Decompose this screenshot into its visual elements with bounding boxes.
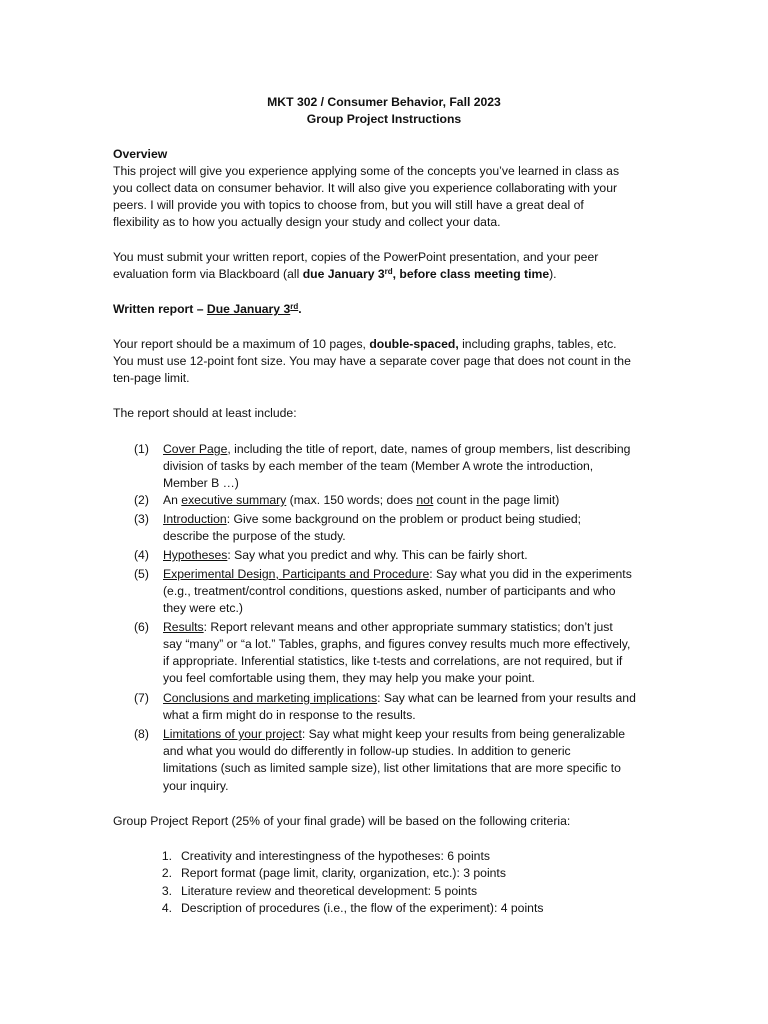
overview-line: flexibility as to how you actually design your study and collect your data. <box>113 215 501 229</box>
submission-text: evaluation form via Blackboard (all <box>113 267 303 281</box>
overview-line: This project will give you experience applying some of the concepts you’ve learned in class as <box>113 164 620 178</box>
report-text-end: including graphs, tables, etc. <box>458 337 617 351</box>
list-item-text: , including the title of report, date, names of group members, list describing <box>227 442 631 456</box>
list-item-text: : Say what you did in the experiments <box>429 567 632 581</box>
list-item-term: Cover Page <box>163 442 228 456</box>
list-item-continuation: and what you would do differently in follow-up studies. In addition to generic <box>163 744 571 758</box>
document-subtitle: Group Project Instructions <box>306 112 462 126</box>
written-report-due-suffix: rd <box>290 302 299 311</box>
list-item-continuation: limitations (such as limited sample size), list other limitations that are more specific to <box>163 761 621 775</box>
overview-line: you collect data on consumer behavior. It will also give you experience collaborating with your <box>113 181 618 195</box>
list-item-text: (max. 150 words; does <box>286 493 417 507</box>
submission-line <box>113 266 557 283</box>
list-item <box>163 726 625 743</box>
list-item-continuation: if appropriate. Inferential statistics, like t-tests and correlations, are not required, but if <box>163 654 623 668</box>
list-item-continuation: Member B …) <box>163 476 239 490</box>
list-item-text: : Report relevant means and other appropriate summary statistics; don’t just <box>203 620 613 634</box>
report-requirements-line: You must use 12-point font size. You may have a separate cover page that does not count in the <box>113 354 631 368</box>
list-item-term: Hypotheses <box>163 548 228 562</box>
due-time-text: , before class meeting time <box>392 267 550 281</box>
list-item-number: (8) <box>134 727 149 741</box>
submission-text-end: ). <box>549 267 557 281</box>
criteria-number: 2. <box>161 866 172 880</box>
list-item-number: (7) <box>134 691 149 705</box>
list-item-number: (2) <box>134 493 149 507</box>
list-item-number: (6) <box>134 620 149 634</box>
overview-heading: Overview <box>113 147 168 161</box>
report-requirements-line <box>113 336 617 353</box>
list-item-term: Results <box>163 620 204 634</box>
list-item-term: executive summary <box>181 493 287 507</box>
list-item-text: : Say what you predict and why. This can be fairly short. <box>227 548 528 562</box>
list-item-continuation: what a firm might do in response to the results. <box>163 708 416 722</box>
criteria-item: Literature review and theoretical development: 5 points <box>181 884 478 898</box>
criteria-intro: Group Project Report (25% of your final grade) will be based on the following criteria: <box>113 814 571 828</box>
written-report-label: Written report – <box>113 302 207 316</box>
list-item-term: Limitations of your project <box>163 727 302 741</box>
list-item <box>163 619 613 636</box>
written-report-heading <box>113 301 302 318</box>
list-item-continuation: your inquiry. <box>163 779 229 793</box>
criteria-item: Creativity and interestingness of the hypotheses: 6 points <box>181 849 490 863</box>
list-item-number: (5) <box>134 567 149 581</box>
list-item-continuation: you feel comfortable using them, they may help you make your point. <box>163 671 535 685</box>
list-item-text: : Give some background on the problem or product being studied; <box>226 512 582 526</box>
list-item <box>163 492 559 509</box>
list-item <box>163 547 528 564</box>
written-report-period: . <box>298 302 302 316</box>
list-item-text: : Say what can be learned from your results and <box>377 691 636 705</box>
document-title: MKT 302 / Consumer Behavior, Fall 2023 <box>267 95 501 109</box>
list-item-emphasis: not <box>416 493 434 507</box>
written-report-due: Due January 3 <box>206 302 291 316</box>
criteria-item: Description of procedures (i.e., the flow of the experiment): 4 points <box>181 901 544 915</box>
list-item <box>163 511 581 528</box>
list-item-continuation: describe the purpose of the study. <box>163 529 346 543</box>
criteria-number: 3. <box>161 884 172 898</box>
report-text: Your report should be a maximum of 10 pages, <box>113 337 370 351</box>
list-item-continuation: they were etc.) <box>163 601 243 615</box>
list-item-text: An <box>163 493 182 507</box>
list-item-number: (1) <box>134 442 149 456</box>
due-date-text: due January 3 <box>302 267 385 281</box>
list-item-term: Conclusions and marketing implications <box>163 691 378 705</box>
list-item-term: Introduction <box>163 512 227 526</box>
list-item <box>163 690 636 707</box>
submission-line: You must submit your written report, copies of the PowerPoint presentation, and your peer <box>113 250 599 264</box>
list-item-term: Experimental Design, Participants and Procedure <box>163 567 430 581</box>
list-item <box>163 441 630 458</box>
list-item-number: (3) <box>134 512 149 526</box>
report-include-intro: The report should at least include: <box>113 406 297 420</box>
list-item <box>163 566 632 583</box>
list-item-continuation: division of tasks by each member of the team (Member A wrote the introduction, <box>163 459 594 473</box>
criteria-number: 1. <box>161 849 172 863</box>
due-date-suffix: rd <box>384 267 393 276</box>
list-item-continuation: say “many” or “a lot.” Tables, graphs, and figures convey results much more effectively, <box>163 637 631 651</box>
list-item-text: count in the page limit) <box>433 493 560 507</box>
overview-line: peers. I will provide you with topics to choose from, but you will still have a great deal of <box>113 198 584 212</box>
report-requirements-line: ten-page limit. <box>113 371 190 385</box>
criteria-item: Report format (page limit, clarity, organization, etc.): 3 points <box>181 866 506 880</box>
double-spaced-text: double-spaced, <box>369 337 459 351</box>
criteria-number: 4. <box>161 901 172 915</box>
list-item-continuation: (e.g., treatment/control conditions, questions asked, number of participants and who <box>163 584 616 598</box>
list-item-number: (4) <box>134 548 149 562</box>
list-item-text: : Say what might keep your results from being generalizable <box>301 727 626 741</box>
